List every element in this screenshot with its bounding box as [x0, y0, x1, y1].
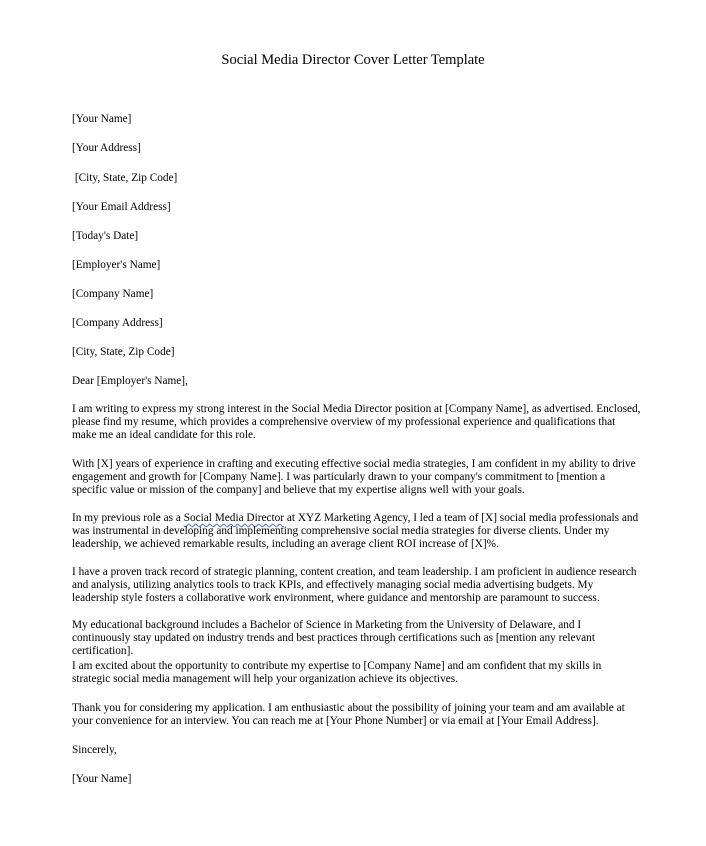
paragraph-experience: With [X] years of experience in crafting and executing effective social media strategies, I am confident in my ability to drive engagement and growth for [Company Name]. I was particularly drawn to your company's commitment to [mention a specific value or mission of the company] and believe that my expertise aligns well with your goals.: [72, 458, 636, 497]
sender-city-state-zip: [City, State, Zip Code]: [72, 172, 178, 184]
salutation: Dear [Employer's Name],: [72, 375, 188, 387]
paragraph-previous-role: [72, 512, 642, 552]
paragraph-intro: I am writing to express my strong interest in the Social Media Director position at [Company Name], as advertised. Enclosed, please find my resume, which provides a comprehensive overview of my professional experience and qualifications that make me an ideal candidate for this role.: [72, 403, 641, 442]
company-city-state-zip: [City, State, Zip Code]: [72, 346, 175, 358]
paragraph-excitement: I am excited about the opportunity to contribute my expertise to [Company Name] and am confident that my skills in strategic social media management will help your organization achieve its objectives.: [72, 660, 602, 686]
company-name: [Company Name]: [72, 288, 154, 300]
paragraph-thanks: Thank you for considering my application. I am enthusiastic about the possibility of joining your team and am available at your convenience for an interview. You can reach me at [Your Phone Number] or via email at [Your Email Address].: [72, 702, 625, 728]
sender-email: [Your Email Address]: [72, 201, 171, 213]
document-title: Social Media Director Cover Letter Template: [221, 52, 485, 68]
previous-role-highlight: Social Media Director: [183, 512, 285, 524]
sender-address: [Your Address]: [72, 142, 141, 154]
paragraph-skills: I have a proven track record of strategic planning, content creation, and team leadership. I am proficient in audience research and analysis, utilizing analytics tools to track KPIs, and effectively managing social media advertising budgets. My leadership style fosters a collaborative work environment, where guidance and mentorship are paramount to success.: [72, 566, 637, 605]
employer-name: [Employer's Name]: [72, 259, 161, 271]
company-address: [Company Address]: [72, 317, 163, 329]
sender-name: [Your Name]: [72, 113, 132, 125]
paragraph-education: My educational background includes a Bachelor of Science in Marketing from the University of Delaware, and I continuously stay updated on industry trends and best practices through certifications such as [mention any relevant certification].: [72, 619, 595, 658]
signature: [Your Name]: [72, 773, 132, 785]
previous-role-text-before: In my previous role as a: [72, 512, 184, 524]
previous-role-text-after: at XYZ Marketing Agency, I led a team of [X] social media professionals and was instrumental in developing and implementing comprehensive social media strategies for diverse clients. Under my leadership, we achieved remarkable results, including an average client ROI increase of [X]%.: [72, 512, 639, 551]
letter-date: [Today's Date]: [72, 230, 139, 242]
closing: Sincerely,: [72, 744, 117, 756]
